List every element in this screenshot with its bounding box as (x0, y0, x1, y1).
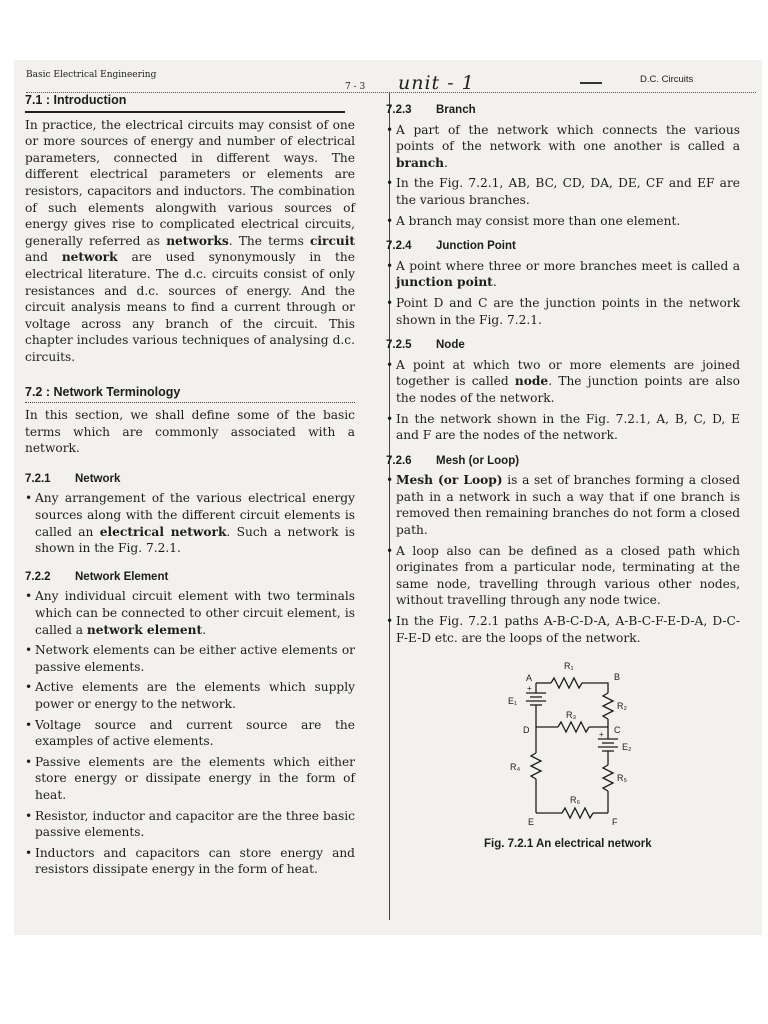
list-item: • Passive elements are the elements which either store energy or dissipate energy in the form of heat. (25, 754, 355, 804)
e2-plus-sign: + (599, 730, 604, 739)
wire-top-right (582, 683, 608, 693)
subsection-7-2-5-heading: 7.2.5 Node (386, 339, 465, 352)
section-7-2-heading: 7.2 : Network Terminology (25, 384, 181, 399)
label-r2: R₂ (617, 701, 627, 711)
list-item: • Network elements can be either active elements or passive elements. (25, 642, 355, 675)
mesh-bullets (386, 472, 740, 646)
section-7-1-heading: 7.1 : Introduction (25, 93, 127, 107)
subsection-7-2-2-heading: 7.2.2 Network Element (25, 570, 169, 583)
page-number: 7 - 3 (345, 82, 366, 92)
label-r5: R₅ (617, 773, 628, 783)
list-item: • Any arrangement of the various electrical energy sources along with the different circuit elements is called an electrical network. Such a network is shown in the Fig. 7.2.1. (25, 490, 355, 556)
label-e: E (528, 817, 535, 827)
list-item: • In the Fig. 7.2.1 paths A-B-C-D-A, A-B-C-F-E-D-A, D-C-F-E-D etc. are the loops of the network. (386, 613, 740, 646)
list-item: • A point at which two or more elements are joined together is called node. The junction points are also the nodes of the network. (386, 357, 740, 407)
list-item: • A branch may consist more than one element. (386, 213, 740, 230)
list-item: • Any individual circuit element with two terminals which can be connected to other circuit element, is called a network element. (25, 588, 355, 638)
handwritten-dash (580, 82, 602, 84)
junction-point-bullets (386, 258, 740, 328)
node-bullets (386, 357, 740, 444)
label-r1: R₁ (564, 661, 574, 671)
list-item: • Active elements are the elements which supply power or energy to the network. (25, 679, 355, 712)
left-column (25, 92, 355, 882)
list-item: • A part of the network which connects the various points of the network with one another is called a branch. (386, 122, 740, 172)
handwritten-note: unit - 1 (398, 72, 475, 94)
list-item: • In the network shown in the Fig. 7.2.1, A, B, C, D, E and F are the nodes of the network. (386, 411, 740, 444)
network-bullets (25, 490, 355, 556)
network-element-bullets (25, 588, 355, 878)
section-rule (25, 111, 345, 113)
resistor-r5-zigzag (603, 765, 613, 791)
subsection-7-2-3-heading: 7.2.3 Branch (386, 104, 476, 116)
label-e1: E₁ (508, 696, 518, 706)
subsection-7-2-1-heading: 7.2.1 Network (25, 472, 121, 485)
resistor-r2-zigzag (603, 693, 613, 719)
list-item: • A point where three or more branches meet is called a junction point. (386, 258, 740, 291)
circuit-diagram (496, 655, 676, 830)
branch-bullets (386, 122, 740, 230)
resistor-r4-zigzag (531, 753, 541, 779)
list-item: • Inductors and capacitors can store energy and resistors dissipate energy in the form of heat. (25, 845, 355, 878)
list-item: • Voltage source and current source are the examples of active elements. (25, 717, 355, 750)
subsection-7-2-6-heading: 7.2.6 Mesh (or Loop) (386, 454, 520, 467)
list-item: • Mesh (or Loop) is a set of branches forming a closed path in a network in such a way that if one branch is removed then remaining branches do not form a closed path. (386, 472, 740, 538)
subsection-7-2-4-heading: 7.2.4 Junction Point (386, 240, 516, 253)
label-r4: R₄ (510, 762, 521, 772)
chapter-title: D.C. Circuits (640, 74, 694, 85)
label-a: A (526, 673, 533, 683)
list-item: • Resistor, inductor and capacitor are the three basic passive elements. (25, 808, 355, 841)
label-d: D (523, 725, 530, 735)
list-item: • In the Fig. 7.2.1, AB, BC, CD, DA, DE, CF and EF are the various branches. (386, 175, 740, 208)
resistor-r1-zigzag (551, 678, 582, 688)
label-r6: R₆ (570, 795, 581, 805)
terminology-paragraph: In this section, we shall define some of the basic terms which are commonly associated with a network. (25, 408, 355, 456)
right-column (386, 102, 740, 650)
resistor-r6-zigzag (562, 808, 593, 818)
label-b: B (614, 672, 621, 682)
figure-caption: Fig. 7.2.1 An electrical network (484, 838, 652, 850)
label-r3: R₃ (566, 710, 577, 720)
e1-plus-sign: + (527, 684, 532, 693)
label-c: C (614, 725, 621, 735)
section-rule (25, 402, 355, 403)
introduction-paragraph: In practice, the electrical circuits may consist of one or more sources of energy and number of electrical parameters, connected in different ways. The different electrical parameters or elements are resistors, capacitors and inductors. The combination of such elements alongwith various sources of energy gives rise to complicated electrical circuits, generally referred as networks. The terms circuit and network are used synonymously in the electrical literature. The d.c. circuits consist of only resistances and d.c. sources of energy. And the circuit analysis means to find a current through or voltage across any branch of the circuit. This chapter includes various techniques of analysing d.c. circuits. (25, 117, 355, 364)
book-title: Basic Electrical Engineering (26, 70, 157, 80)
list-item: • A loop also can be defined as a closed path which originates from a particular node, terminating at the same node, travelling through various other nodes, without travelling through any node twice. (386, 543, 740, 609)
list-item: • Point D and C are the junction points in the network shown in the Fig. 7.2.1. (386, 295, 740, 328)
label-e2: E₂ (622, 742, 632, 752)
resistor-r3-zigzag (558, 722, 589, 732)
label-f: F (612, 817, 618, 827)
